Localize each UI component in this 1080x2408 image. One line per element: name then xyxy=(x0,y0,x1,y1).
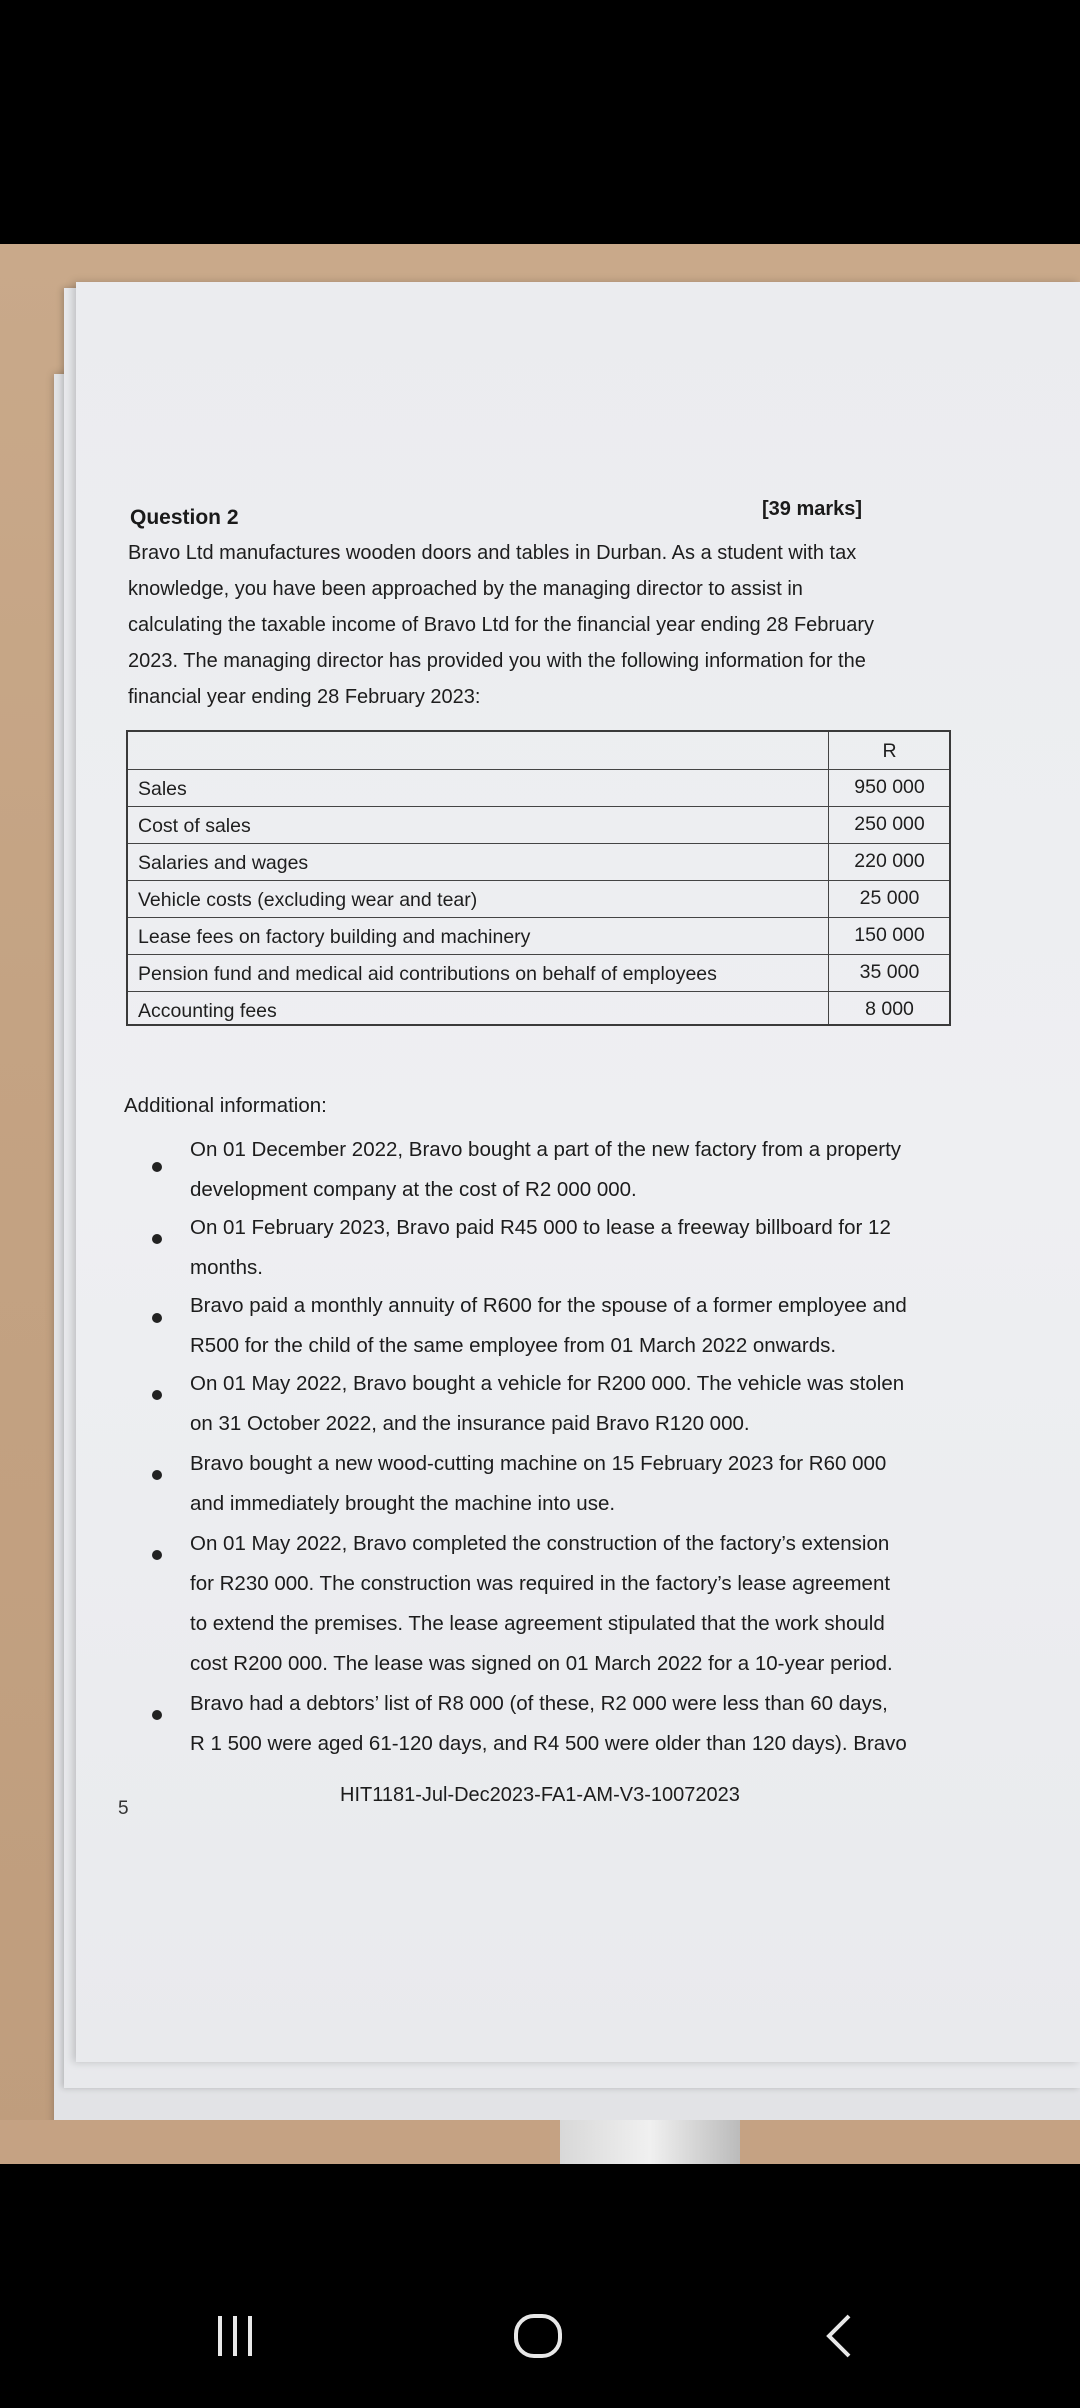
table-row-amount: 35 000 xyxy=(859,961,920,983)
table-row-divider xyxy=(128,880,949,881)
background-object xyxy=(560,2120,740,2164)
bullet-dot xyxy=(152,1313,162,1323)
bullet-text: cost R200 000. The lease was signed on 01 March 2022 for a 10-year period. xyxy=(190,1652,893,1675)
financial-table xyxy=(126,730,951,1026)
currency-header: R xyxy=(882,740,897,762)
bullet-text: On 01 May 2022, Bravo completed the construction of the factory’s extension xyxy=(190,1532,890,1555)
bullet-dot xyxy=(152,1390,162,1400)
question-title: Question 2 xyxy=(130,506,239,529)
bullet-dot xyxy=(152,1710,162,1720)
bullet-text: development company at the cost of R2 000 000. xyxy=(190,1178,637,1201)
table-row-amount: 950 000 xyxy=(854,776,925,798)
table-row-label: Accounting fees xyxy=(138,1000,277,1022)
page-number: 5 xyxy=(118,1798,129,1819)
document-photo xyxy=(0,244,1080,2164)
table-row-amount: 150 000 xyxy=(854,924,925,946)
background-surface xyxy=(0,2120,1080,2164)
android-navigation-bar xyxy=(0,2164,1080,2408)
table-row-label: Salaries and wages xyxy=(138,852,309,874)
home-icon xyxy=(512,2310,564,2362)
table-row-label: Vehicle costs (excluding wear and tear) xyxy=(138,889,478,911)
intro-line: Bravo Ltd manufactures wooden doors and tables in Durban. As a student with tax xyxy=(128,542,857,564)
bullet-text: for R230 000. The construction was required in the factory’s lease agreement xyxy=(190,1572,891,1595)
home-button[interactable] xyxy=(493,2298,583,2374)
table-row-divider xyxy=(128,954,949,955)
recents-icon xyxy=(211,2312,259,2360)
question-marks: [39 marks] xyxy=(762,498,863,520)
intro-line: 2023. The managing director has provided you with the following information for the xyxy=(128,650,866,672)
table-row-divider xyxy=(128,991,949,992)
table-row-amount: 25 000 xyxy=(859,887,920,909)
bullet-text: to extend the premises. The lease agreement stipulated that the work should xyxy=(190,1612,885,1635)
table-row-divider xyxy=(128,769,949,770)
intro-line: financial year ending 28 February 2023: xyxy=(128,686,481,708)
back-button[interactable] xyxy=(796,2298,886,2374)
bullet-dot xyxy=(152,1234,162,1244)
bullet-text: months. xyxy=(190,1256,263,1279)
additional-info-title: Additional information: xyxy=(124,1094,327,1117)
table-row-divider xyxy=(128,917,949,918)
table-row-label: Sales xyxy=(138,778,187,800)
intro-line: calculating the taxable income of Bravo Ltd for the financial year ending 28 February xyxy=(128,614,874,636)
table-row-divider xyxy=(128,843,949,844)
back-icon xyxy=(817,2312,865,2360)
bullet-text: Bravo paid a monthly annuity of R600 for the spouse of a former employee and xyxy=(190,1294,907,1317)
table-row-label: Pension fund and medical aid contributions on behalf of employees xyxy=(138,963,717,985)
bullet-text: Bravo had a debtors’ list of R8 000 (of these, R2 000 were less than 60 days, xyxy=(190,1692,888,1715)
bullet-text: Bravo bought a new wood-cutting machine on 15 February 2023 for R60 000 xyxy=(190,1452,887,1475)
bullet-dot xyxy=(152,1162,162,1172)
intro-line: knowledge, you have been approached by the managing director to assist in xyxy=(128,578,803,600)
table-row-amount: 250 000 xyxy=(854,813,925,835)
table-row-label: Cost of sales xyxy=(138,815,251,837)
recents-button[interactable] xyxy=(190,2298,280,2374)
bullet-text: On 01 May 2022, Bravo bought a vehicle for R200 000. The vehicle was stolen xyxy=(190,1372,905,1395)
bullet-text: and immediately brought the machine into use. xyxy=(190,1492,616,1515)
bullet-text: On 01 February 2023, Bravo paid R45 000 to lease a freeway billboard for 12 xyxy=(190,1216,891,1239)
bullet-dot xyxy=(152,1470,162,1480)
table-row-amount: 8 000 xyxy=(865,998,914,1020)
bullet-text: R 1 500 were aged 61-120 days, and R4 500 were older than 120 days). Bravo xyxy=(190,1732,907,1755)
bullet-dot xyxy=(152,1550,162,1560)
table-row-divider xyxy=(128,806,949,807)
bullet-text: on 31 October 2022, and the insurance paid Bravo R120 000. xyxy=(190,1412,750,1435)
table-row-amount: 220 000 xyxy=(854,850,925,872)
bullet-text: R500 for the child of the same employee from 01 March 2022 onwards. xyxy=(190,1334,837,1357)
table-row-label: Lease fees on factory building and machinery xyxy=(138,926,531,948)
document-code: HIT1181-Jul-Dec2023-FA1-AM-V3-10072023 xyxy=(340,1784,740,1806)
bullet-text: On 01 December 2022, Bravo bought a part of the new factory from a property xyxy=(190,1138,902,1161)
